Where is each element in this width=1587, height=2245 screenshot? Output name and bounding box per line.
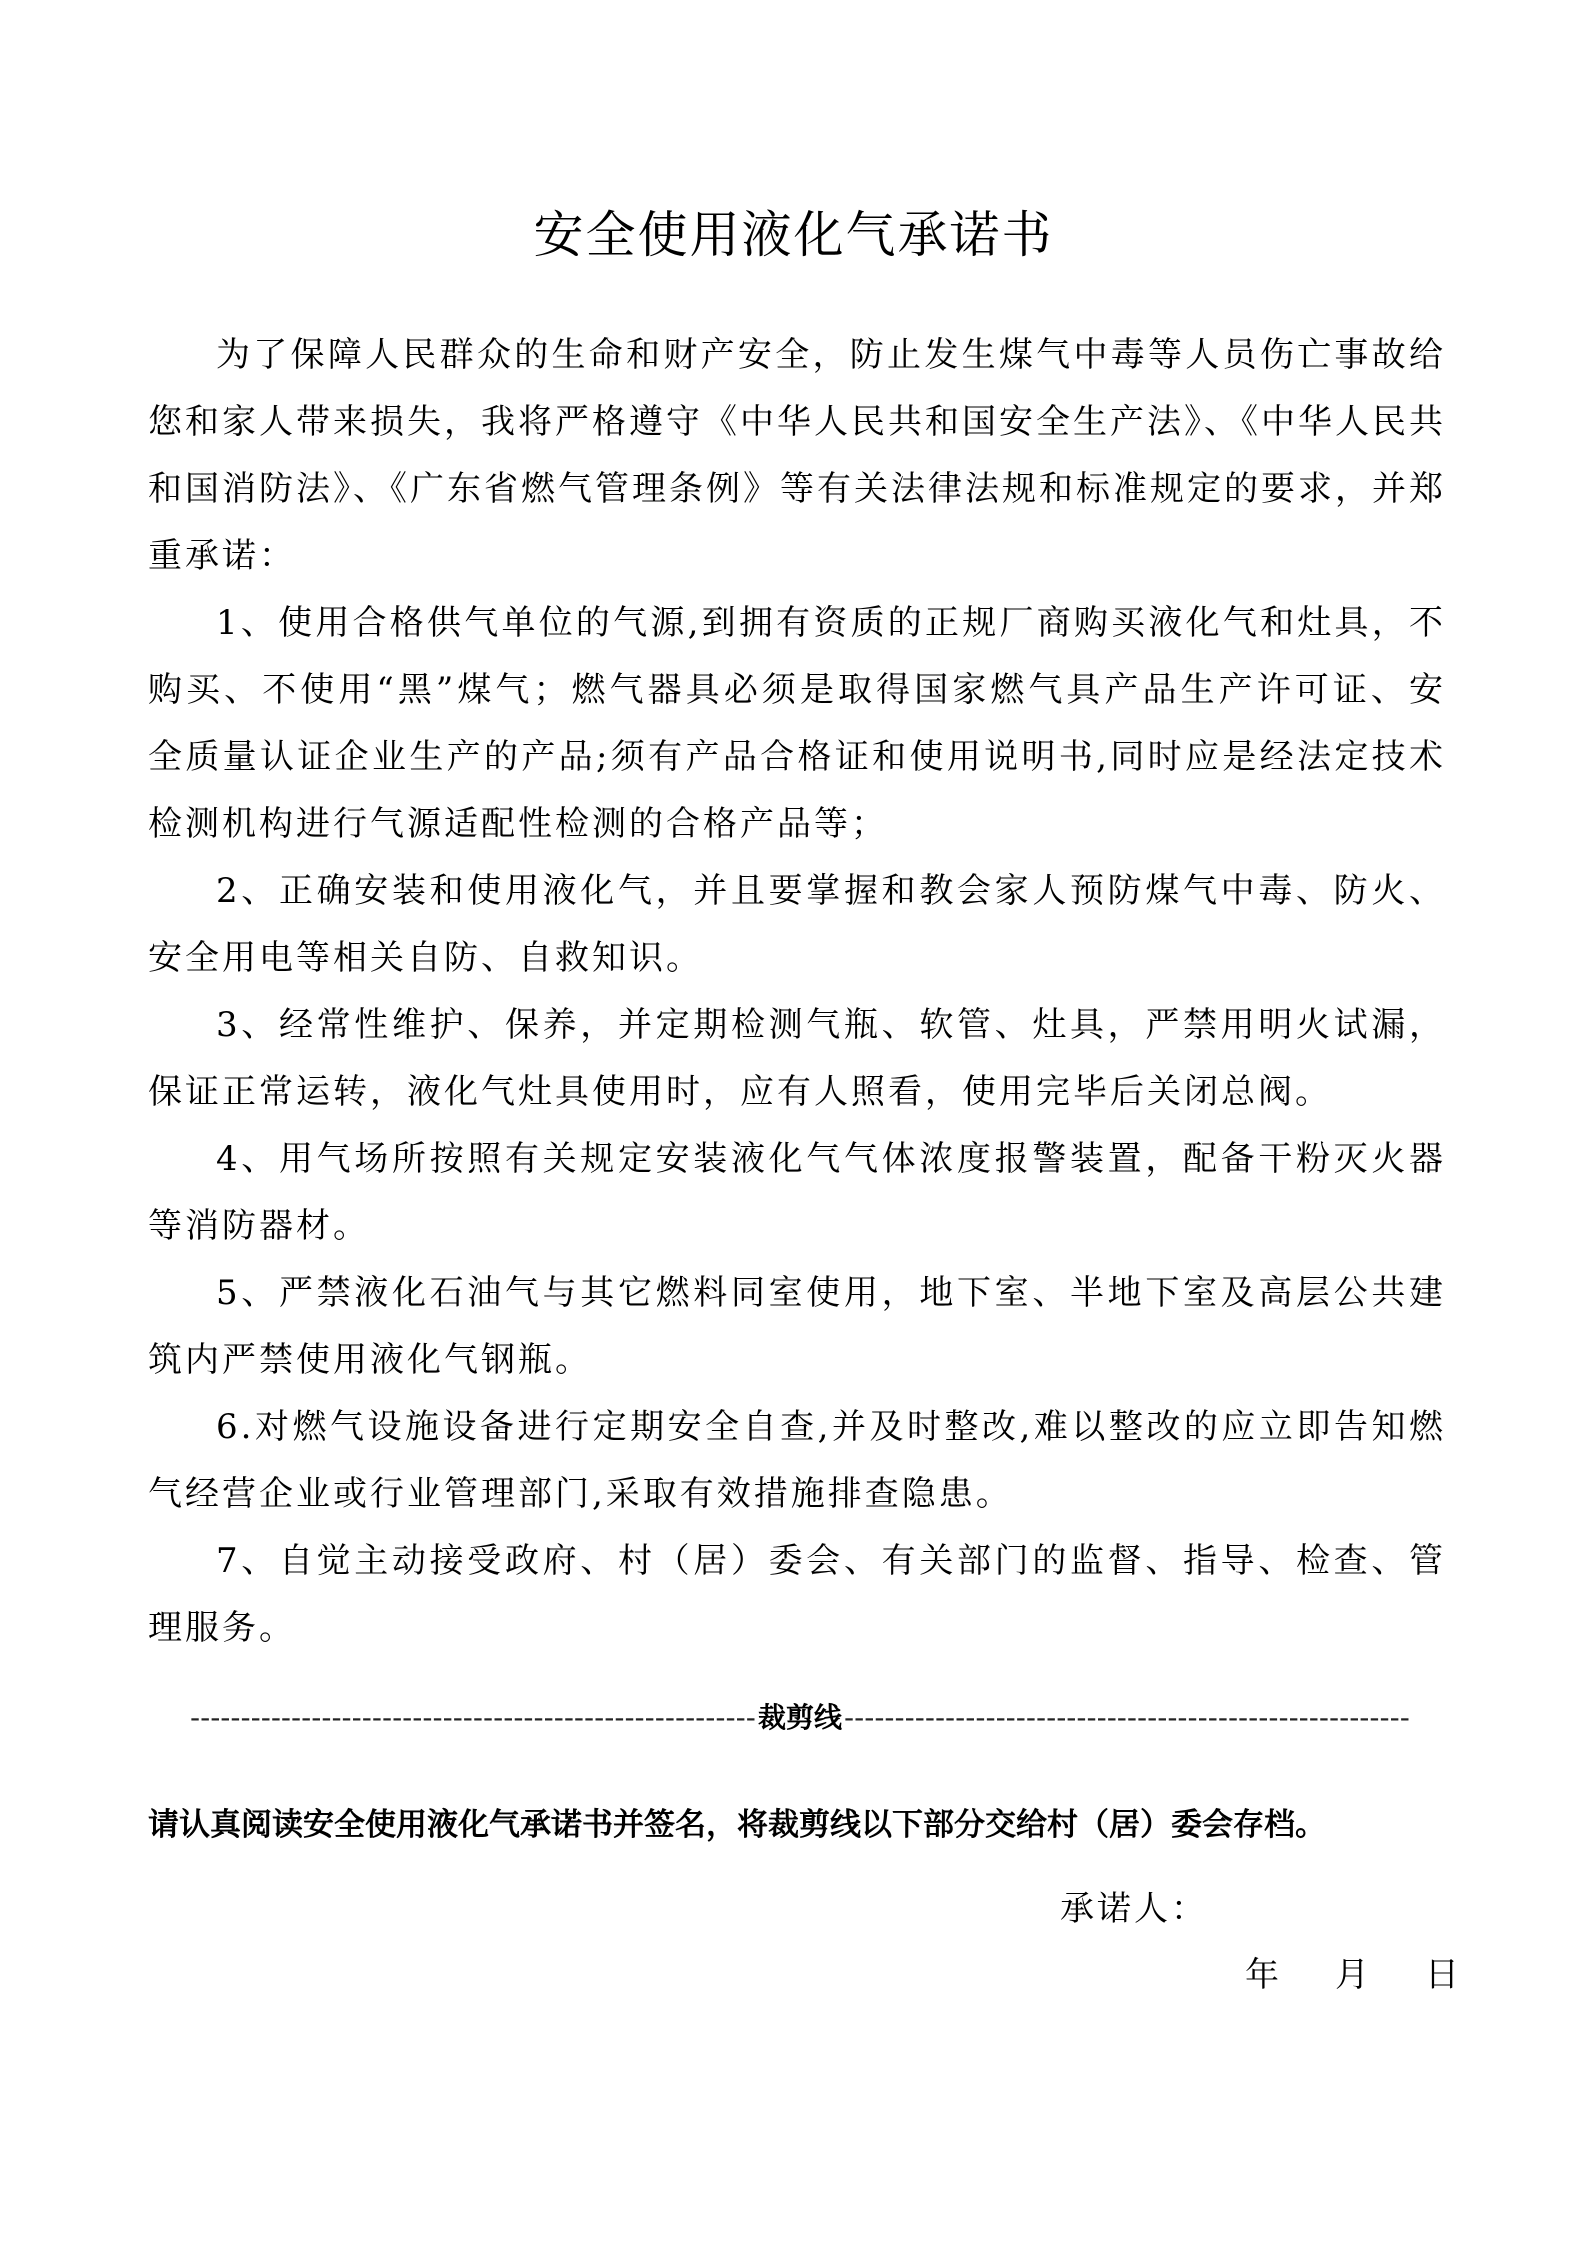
commitment-item-5: 5、严禁液化石油气与其它燃料同室使用，地下室、半地下室及高层公共建筑内严禁使用液化气钢瓶。 — [148, 1273, 1446, 1380]
date-line — [1245, 1950, 1459, 2000]
commitment-item-3: 3、经常性维护、保养，并定期检测气瓶、软管、灶具，严禁用明火试漏，保证正常运转，液化气灶具使用时，应有人照看，使用完毕后关闭总阀。 — [148, 1005, 1446, 1112]
commitment-item-1: 1、使用合格供气单位的气源,到拥有资质的正规厂商购买液化气和灶具，不购买、不使用“黑”煤气；燃气器具必须是取得国家燃气具产品生产许可证、安全质量认证企业生产的产品;须有产品合格证和使用说明书,同时应是经法定技术检测机构进行气源适配性检测的合格产品等； — [148, 603, 1446, 844]
commitment-item-7: 7、自觉主动接受政府、村（居）委会、有关部门的监督、指导、检查、管理服务。 — [148, 1541, 1446, 1648]
commitment-item-2: 2、正确安装和使用液化气，并且要掌握和教会家人预防煤气中毒、防火、安全用电等相关自防、自救知识。 — [148, 871, 1446, 978]
promisor-label: 承诺人： — [1060, 1889, 1208, 1929]
date-month: 月 — [1335, 1955, 1369, 1995]
cut-line-dashes-left — [190, 1698, 756, 1738]
commitment-item-4: 4、用气场所按照有关规定安装液化气气体浓度报警装置，配备干粉灭火器等消防器材。 — [148, 1139, 1446, 1246]
document-body — [148, 322, 1446, 1662]
date-year: 年 — [1245, 1955, 1279, 1995]
commitment-item-6: 6.对燃气设施设备进行定期安全自查,并及时整改,难以整改的应立即告知燃气经营企业或行业管理部门,采取有效措施排查隐患。 — [148, 1407, 1446, 1514]
document-title: 安全使用液化气承诺书 — [533, 206, 1054, 264]
cut-line — [190, 1698, 1410, 1738]
cut-line-label: 裁剪线 — [758, 1701, 843, 1734]
date-day: 日 — [1425, 1955, 1459, 1995]
intro-paragraph: 为了保障人民群众的生命和财产安全，防止发生煤气中毒等人员伤亡事故给您和家人带来损失，我将严格遵守《中华人民共和国安全生产法》、《中华人民共和国消防法》、《广东省燃气管理条例》等有关法律法规和标准规定的要求，并郑重承诺： — [148, 335, 1446, 576]
cut-line-dashes-right — [844, 1698, 1410, 1738]
signing-notice: 请认真阅读安全使用液化气承诺书并签名，将裁剪线以下部分交给村（居）委会存档。 — [148, 1807, 1326, 1843]
